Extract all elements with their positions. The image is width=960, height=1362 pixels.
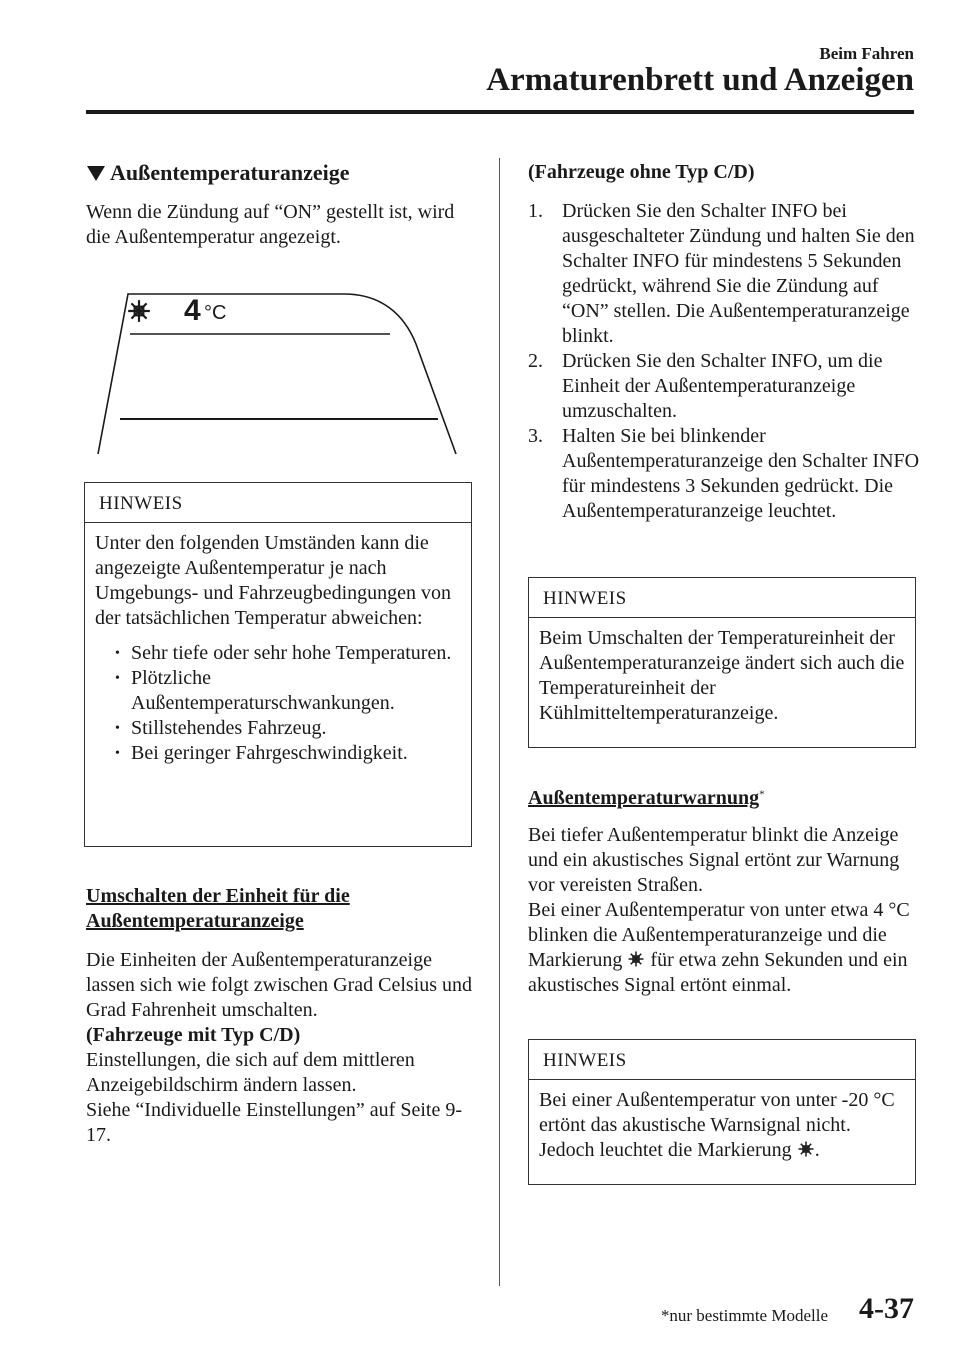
note-box xyxy=(528,577,916,748)
step-number: 1. xyxy=(528,200,543,222)
list-item: • Bei geringer Fahrgeschwindigkeit. xyxy=(95,741,461,766)
column-divider xyxy=(499,158,500,1286)
page-number: 4-37 xyxy=(859,1292,914,1325)
note-body xyxy=(529,1080,915,1173)
paragraph-part: für etwa zehn Sekunden und ein akustisches Signal ertönt einmal. xyxy=(528,949,908,996)
left-column xyxy=(86,160,472,462)
triangle-marker-icon xyxy=(86,164,106,182)
note-title: HINWEIS xyxy=(529,1040,915,1080)
note-bullet-list xyxy=(95,641,461,766)
note-body xyxy=(85,523,471,776)
step-text: Drücken Sie den Schalter INFO bei ausgeschalteter Zündung und halten Sie den Schalter INFO für mindestens 5 Sekunden gedrückt, während Sie die Zündung auf “ON” stellen. Die Außentemperaturanzeige blinkt. xyxy=(562,200,915,347)
header-rule xyxy=(86,110,914,114)
step-text: Halten Sie bei blinkender Außentemperaturanzeige den Schalter INFO für mindestens 3 Sekunden gedrückt. Die Außentemperaturanzeige leuchtet. xyxy=(562,425,920,522)
list-item: • Stillstehendes Fahrzeug. xyxy=(95,716,461,741)
paragraph: Einstellungen, die sich auf dem mittleren Anzeigebildschirm ändern lassen. xyxy=(86,1049,415,1096)
paragraph: Bei tiefer Außentemperatur blinkt die Anzeige und ein akustisches Signal ertönt zur Warnung vor vereisten Straßen. xyxy=(528,824,900,896)
list-item: • Sehr tiefe oder sehr hohe Temperaturen. xyxy=(95,641,461,666)
note-box xyxy=(84,482,472,847)
list-item xyxy=(528,424,920,524)
subheading-title: Außentemperaturwarnung xyxy=(528,787,760,809)
footnote: *nur bestimmte Modelle xyxy=(660,1306,828,1325)
paragraph-part: Bei einer Außentemperatur von unter etwa 4 °C blinken die Außentemperaturanzeige und die Markierung xyxy=(528,899,910,971)
temperature-unit: °C xyxy=(204,302,227,324)
vehicle-type-label: (Fahrzeuge mit Typ C/D) xyxy=(86,1024,301,1046)
vehicle-type-label: (Fahrzeuge ohne Typ C/D) xyxy=(528,161,755,183)
subheading xyxy=(528,786,920,811)
step-text: Drücken Sie den Schalter INFO, um die Einheit der Außentemperaturanzeige umzuschalten. xyxy=(562,350,883,422)
note-title: HINWEIS xyxy=(85,483,471,523)
paragraph xyxy=(528,898,920,998)
display-illustration xyxy=(86,276,472,462)
note-text: Bei einer Außentemperatur von unter -20 °C ertönt das akustische Warnsignal nicht. Jedoch leuchtet die Markierung xyxy=(539,1089,895,1161)
snowflake-icon xyxy=(627,950,645,968)
intro-text: Wenn die Zündung auf “ON” gestellt ist, wird die Außentemperatur angezeigt. xyxy=(86,201,455,248)
unit-switch-section xyxy=(86,884,476,1148)
snowflake-icon xyxy=(126,298,152,324)
footnote-mark: * xyxy=(759,788,765,801)
note-box xyxy=(528,1039,916,1185)
note-text: Beim Umschalten der Temperatureinheit der Außentemperaturanzeige ändert sich auch die Temperatureinheit der Kühlmitteltemperaturanzeige. xyxy=(539,627,905,724)
step-number: 3. xyxy=(528,425,543,447)
list-item xyxy=(528,349,920,424)
right-column xyxy=(528,160,920,524)
subheading-line: Außentemperaturanzeige xyxy=(86,910,304,932)
steps-list xyxy=(528,199,920,524)
note-title: HINWEIS xyxy=(529,578,915,618)
section-heading: Außentemperaturanzeige xyxy=(110,160,350,185)
snowflake-icon xyxy=(797,1140,815,1158)
temperature-value: 4 xyxy=(184,294,201,327)
warning-section xyxy=(528,786,920,998)
paragraph: Siehe “Individuelle Einstellungen” auf Seite 9-17. xyxy=(86,1099,462,1146)
section-label: Beim Fahren xyxy=(819,44,914,63)
note-text-end: . xyxy=(814,1139,820,1161)
list-item: • Plötzliche Außentemperaturschwankungen. xyxy=(95,666,461,716)
paragraph: Die Einheiten der Außentemperaturanzeige lassen sich wie folgt zwischen Grad Celsius und Grad Fahrenheit umschalten. xyxy=(86,949,473,1021)
note-text: Unter den folgenden Umständen kann die angezeigte Außentemperatur je nach Umgebungs- und Fahrzeugbedingungen von der tatsächlichen Temperatur abweichen: xyxy=(95,532,452,629)
subheading-line: Umschalten der Einheit für die xyxy=(86,885,350,907)
section-heading-row xyxy=(86,160,472,186)
page-title: Armaturenbrett und Anzeigen xyxy=(486,62,914,98)
step-number: 2. xyxy=(528,350,543,372)
list-item xyxy=(528,199,920,349)
